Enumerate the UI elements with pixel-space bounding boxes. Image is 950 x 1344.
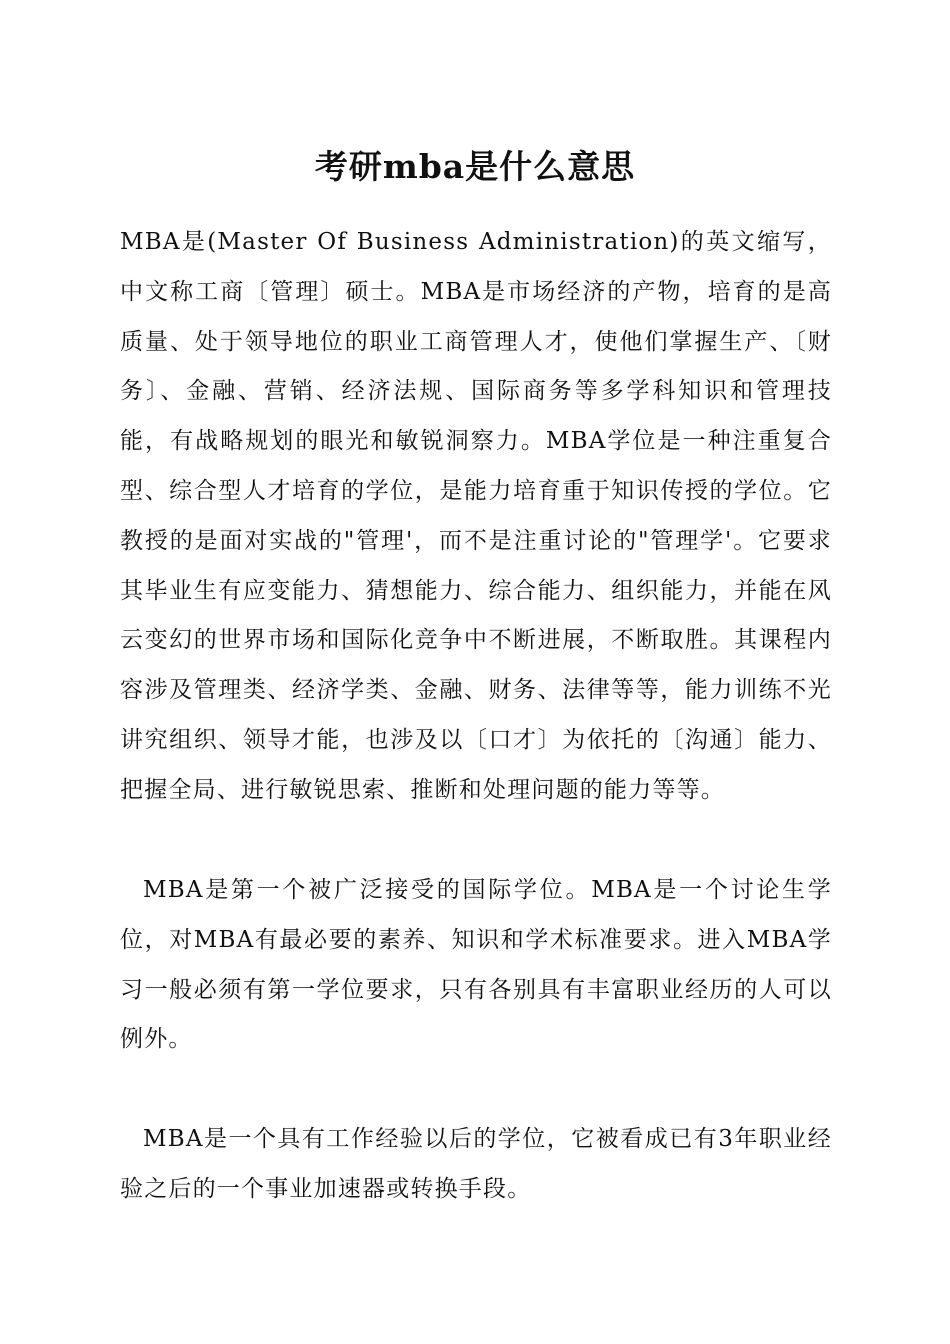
document-title: 考研mba是什么意思 [314, 147, 636, 186]
paragraph-career-accelerator: MBA是一个具有工作经验以后的学位，它被看成已有3年职业经验之后的一个事业加速器或转换手段。 [120, 1126, 832, 1202]
paragraph-international-degree: MBA是第一个被广泛接受的国际学位。MBA是一个讨论生学位，对MBA有最必要的素养、知识和学术标准要求。进入MBA学习一般必须有第一学位要求，只有各别具有丰富职业经历的人可以例外。 [120, 877, 832, 1053]
paragraph-mba-definition: MBA是(Master Of Business Administration)的英文缩写，中文称工商〔管理〕硕士。MBA是市场经济的产物，培育的是高质量、处于领导地位的职业工商管理人才，使他们掌握生产、〔财务〕、金融、营销、经济法规、国际商务等多学科知识和管理技能，有战略规划的眼光和敏锐洞察力。MBA学位是一种注重复合型、综合型人才培育的学位，是能力培育重于知识传授的学位。它教授的是面对实战的"管理'，而不是注重讨论的"管理学'。它要求其毕业生有应变能力、猜想能力、综合能力、组织能力，并能在风云变幻的世界市场和国际化竞争中不断进展，不断取胜。其课程内容涉及管理类、经济学类、金融、财务、法律等等，能力训练不光讲究组织、领导才能，也涉及以〔口才〕为依托的〔沟通〕能力、把握全局、进行敏锐思索、推断和处理问题的能力等等。 [120, 229, 832, 803]
